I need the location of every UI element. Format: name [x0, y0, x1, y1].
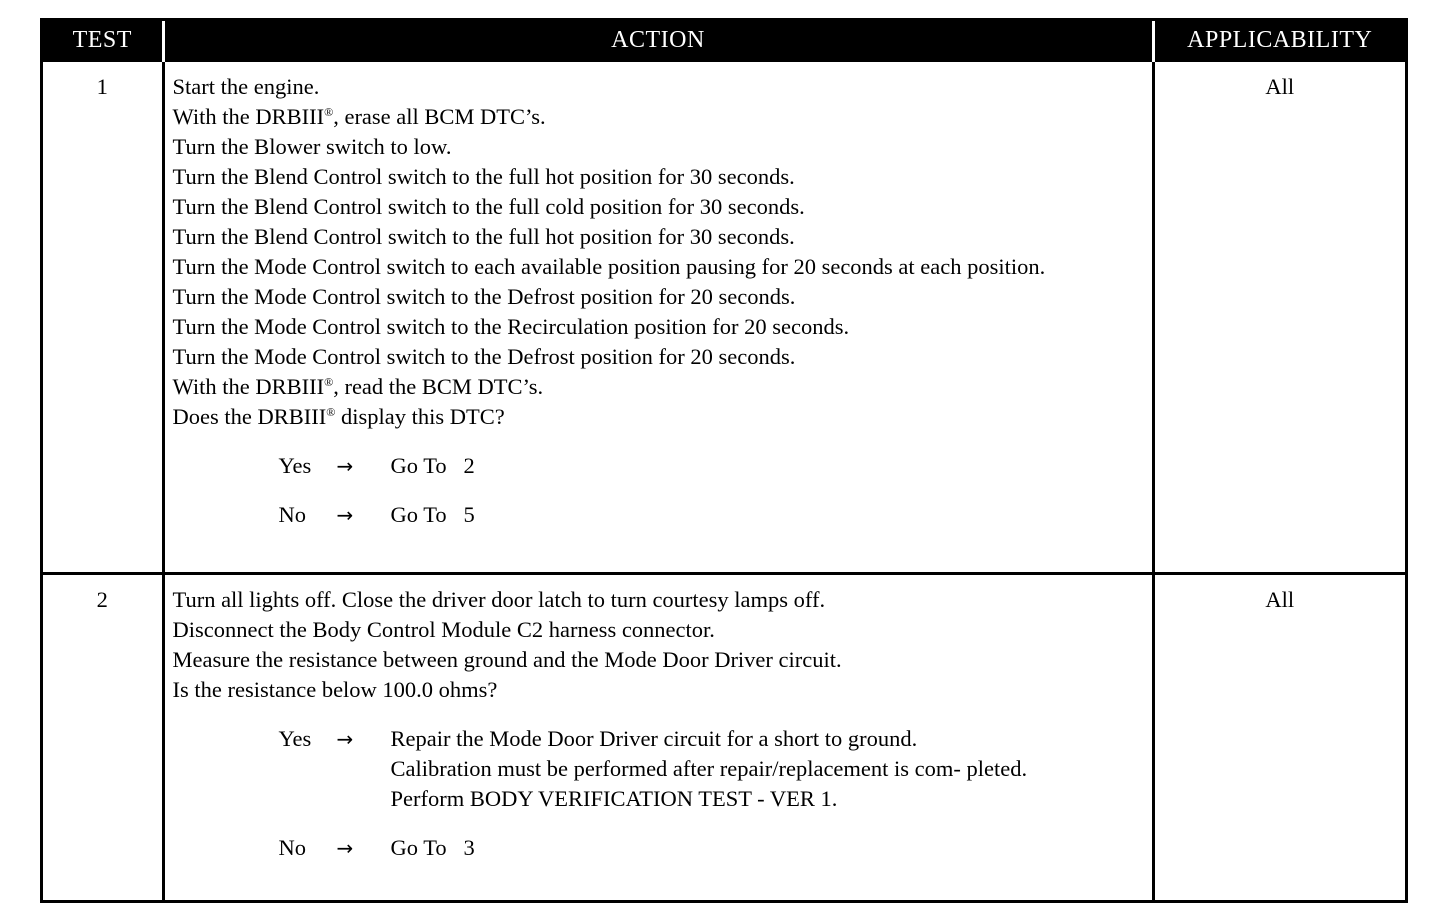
answer-label: No	[278, 502, 306, 527]
action-step: Turn all lights off. Close the driver door latch to turn courtesy lamps off.	[172, 587, 826, 612]
applicability-value: All	[1153, 574, 1405, 901]
answer-list	[173, 724, 1146, 863]
action-step: Turn the Blend Control switch to the full hot position for 30 seconds.	[172, 164, 795, 189]
answer-result-line: Repair the Mode Door Driver circuit for a short to ground.	[390, 726, 918, 751]
arrow-icon: →	[336, 503, 354, 527]
action-step: Turn the Blend Control switch to the full cold position for 30 seconds.	[172, 194, 805, 219]
arrow-icon: →	[336, 727, 354, 751]
answer-result-line: Perform BODY VERIFICATION TEST - VER 1.	[390, 786, 838, 811]
action-step: Turn the Mode Control switch to the Defrost position for 20 seconds.	[172, 344, 796, 369]
action-step: Turn the Mode Control switch to the Defrost position for 20 seconds.	[172, 284, 796, 309]
answer-result	[391, 833, 1146, 863]
action-cell	[163, 574, 1153, 901]
answer-label: No	[278, 835, 306, 860]
diagnostic-test-table	[40, 18, 1408, 903]
answer-yes	[173, 724, 1146, 814]
action-step: Turn the Blower switch to low.	[172, 134, 452, 159]
action-step: Is the resistance below 100.0 ohms?	[172, 677, 498, 702]
header-test: TEST	[43, 21, 163, 61]
table-row	[43, 574, 1405, 901]
header-action: ACTION	[163, 21, 1153, 61]
table-row	[43, 61, 1405, 574]
action-step: Turn the Mode Control switch to the Recirculation position for 20 seconds.	[172, 314, 850, 339]
answer-result-line: Calibration must be performed after repair/replacement is com- pleted.	[390, 756, 1028, 781]
header-applicability: APPLICABILITY	[1153, 21, 1405, 61]
action-step: Start the engine.	[172, 74, 320, 99]
answer-result-line: Go To 2	[390, 453, 475, 478]
answer-yes	[173, 451, 1146, 481]
answer-label: Yes	[278, 453, 312, 478]
action-cell	[163, 61, 1153, 574]
test-number: 1	[43, 61, 163, 574]
action-step: Turn the Mode Control switch to each available position pausing for 20 seconds at each position.	[172, 254, 1046, 279]
answer-no	[173, 500, 1146, 530]
action-step: Does the DRBIII® display this DTC?	[172, 404, 505, 429]
action-step: With the DRBIII®, erase all BCM DTC’s.	[172, 104, 546, 129]
test-number: 2	[43, 574, 163, 901]
answer-no	[173, 833, 1146, 863]
table-header-row	[43, 21, 1405, 61]
answer-label: Yes	[278, 726, 312, 751]
answer-result	[391, 724, 1146, 814]
arrow-icon: →	[336, 454, 354, 478]
action-step: Disconnect the Body Control Module C2 harness connector.	[172, 617, 715, 642]
answer-result-line: Go To 3	[390, 835, 475, 860]
test-table	[43, 21, 1405, 900]
answer-list	[173, 451, 1146, 530]
action-step: Turn the Blend Control switch to the full hot position for 30 seconds.	[172, 224, 795, 249]
applicability-value: All	[1153, 61, 1405, 574]
answer-result-line: Go To 5	[390, 502, 475, 527]
action-step: Measure the resistance between ground and the Mode Door Driver circuit.	[172, 647, 842, 672]
answer-result	[391, 500, 1146, 530]
answer-result	[391, 451, 1146, 481]
action-step: With the DRBIII®, read the BCM DTC’s.	[172, 374, 544, 399]
arrow-icon: →	[336, 836, 354, 860]
